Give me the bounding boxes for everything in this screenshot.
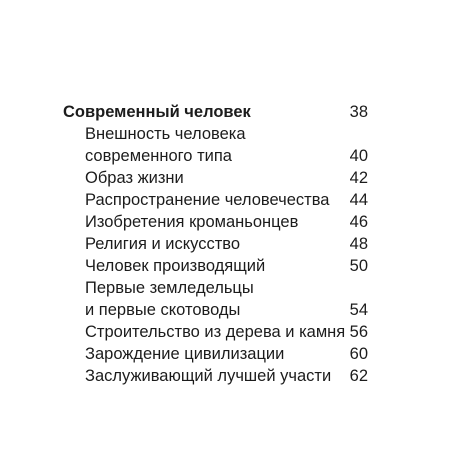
toc-entry: [0, 145, 450, 167]
toc-entry-page: 60: [349, 345, 368, 363]
toc-entry-title: Зарождение цивилизации: [85, 345, 285, 363]
toc-entry: [0, 343, 450, 365]
toc-entry-title: Первые земледельцы: [85, 279, 254, 297]
toc-entry-page: 48: [349, 235, 368, 253]
toc-entry-title: Внешность человека: [85, 125, 246, 143]
toc-entry: [0, 123, 450, 145]
toc-entry-page: 46: [349, 213, 368, 231]
toc-entry-title: Человек производящий: [85, 257, 266, 275]
toc-entry-title: Изобретения кроманьонцев: [85, 213, 299, 231]
toc-entry: [0, 255, 450, 277]
toc-entry-page: 62: [349, 367, 368, 385]
toc-entry-page: 50: [349, 257, 368, 275]
toc-entry-title: Заслуживающий лучшей участи: [85, 367, 332, 385]
toc-entry: [0, 189, 450, 211]
toc-entry: [0, 299, 450, 321]
toc-entry-page: 56: [349, 323, 368, 341]
toc-entry-title: Строительство из дерева и камня: [85, 323, 346, 341]
toc-entry: [0, 167, 450, 189]
toc-entry: [0, 277, 450, 299]
toc-entry-page: 40: [349, 147, 368, 165]
toc-entry-title: Религия и искусство: [85, 235, 241, 253]
toc-section-heading: [0, 101, 450, 123]
section-page-number: 38: [349, 103, 368, 121]
toc-entry-title: Образ жизни: [85, 169, 184, 187]
toc-entry: [0, 365, 450, 387]
toc-entry-title: и первые скотоводы: [85, 301, 241, 319]
toc-entry: [0, 233, 450, 255]
toc-entry-title: Распространение человечества: [85, 191, 330, 209]
toc-entry-page: 54: [349, 301, 368, 319]
toc-entry: [0, 321, 450, 343]
toc-entry-title: современного типа: [85, 147, 232, 165]
section-title: Современный человек: [63, 103, 251, 121]
toc-entry-page: 42: [349, 169, 368, 187]
toc-entry: [0, 211, 450, 233]
toc-entry-page: 44: [349, 191, 368, 209]
